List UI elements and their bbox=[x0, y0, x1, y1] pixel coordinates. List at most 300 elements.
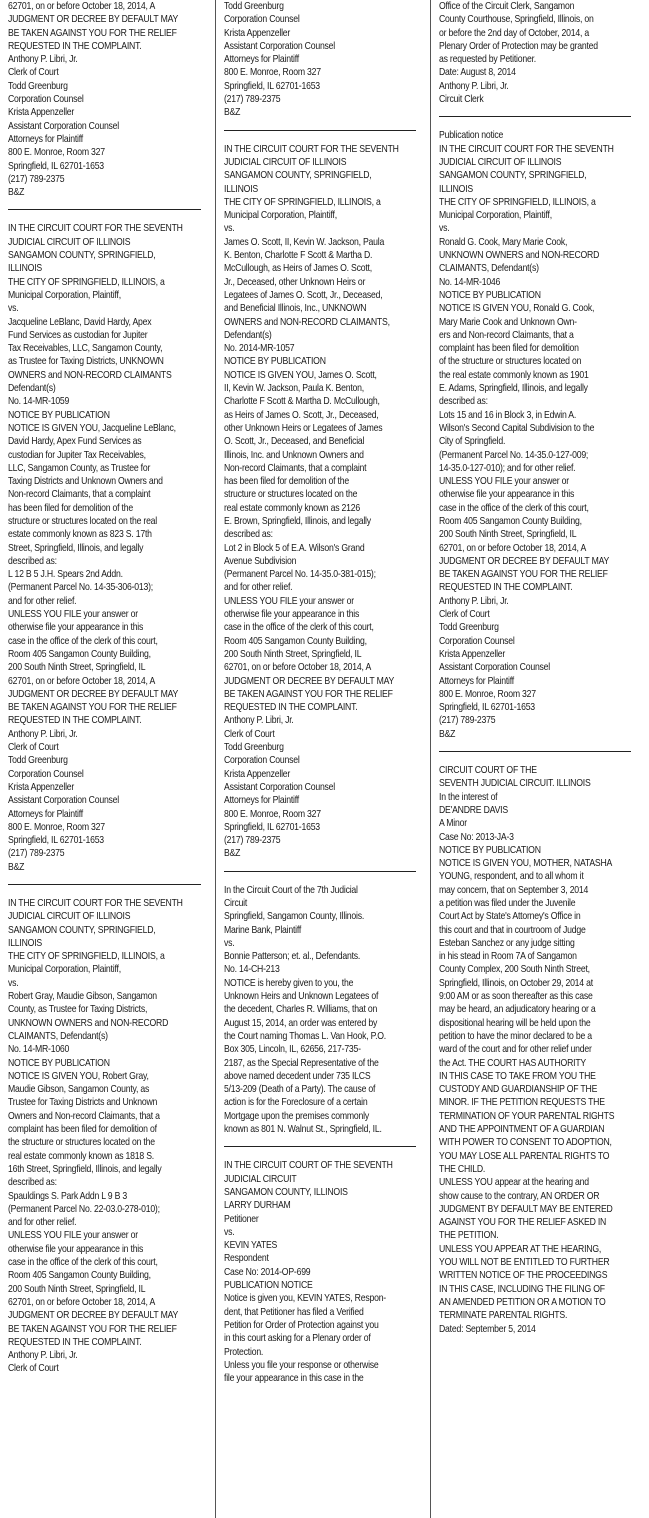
notice-line: complaint has been filed for demolition of bbox=[8, 1124, 157, 1136]
notice-line: Petitioner bbox=[224, 1213, 259, 1225]
notice-line: TERMINATION OF YOUR PARENTAL RIGHTS bbox=[439, 1110, 615, 1122]
notice-line: Corporation Counsel bbox=[8, 768, 84, 780]
notice-line: 800 E. Monroe, Room 327 bbox=[224, 808, 321, 820]
notice-line: IN THE CIRCUIT COURT FOR THE SEVENTH bbox=[8, 898, 183, 909]
notice-line: ILLINOIS bbox=[224, 183, 258, 195]
notice-line: Date: August 8, 2014 bbox=[439, 67, 516, 79]
notice-line: Robert Gray, Maudie Gibson, Sangamon bbox=[8, 991, 157, 1003]
notice-line: NOTICE IS GIVEN YOU, Robert Gray, bbox=[8, 1070, 149, 1082]
notice-line: AND THE APPOINTMENT OF A GUARDIAN bbox=[439, 1124, 605, 1136]
notice-line: James O. Scott, II, Kevin W. Jackson, Paula bbox=[224, 236, 385, 248]
notice-line: Notice is given you, KEVIN YATES, Respon- bbox=[224, 1293, 386, 1305]
notice-line: Bonnie Patterson; et. al., Defendants. bbox=[224, 951, 361, 963]
notice-line: Todd Greenburg bbox=[8, 755, 68, 767]
notice-line: Todd Greenburg bbox=[439, 622, 499, 634]
column-2 bbox=[215, 0, 430, 1518]
notice-line: ward of the court and for other relief under bbox=[439, 1044, 592, 1056]
notice-line: 14-35.0-127-010); and for other relief. bbox=[439, 462, 576, 474]
notice-line: Respondent bbox=[224, 1253, 269, 1265]
notice-line: County, as Trustee for Taxing Districts, bbox=[8, 1004, 148, 1016]
notice-line: JUDICIAL CIRCUIT OF ILLINOIS bbox=[224, 156, 347, 168]
notice-line: (Permanent Parcel No. 14-35.0-381-015); bbox=[224, 569, 376, 581]
notice-line: may be heard, an adjudicatory hearing or a bbox=[439, 1004, 596, 1016]
notice-line: Room 405 Sangamon County Building, bbox=[8, 648, 151, 660]
notice-line: 9:00 AM or as soon thereafter as this case bbox=[439, 991, 593, 1003]
notice-line: Room 405 Sangamon County Building, bbox=[8, 1270, 151, 1282]
notice-line: Corporation Counsel bbox=[224, 14, 300, 26]
notice-line: JUDICIAL CIRCUIT OF ILLINOIS bbox=[8, 236, 131, 248]
notice-line: dispositional hearing will be held upon the bbox=[439, 1017, 591, 1029]
notice-line: (Permanent Parcel No. 14-35.0-127-009; bbox=[439, 449, 589, 461]
notice-line: REQUESTED IN THE COMPLAINT. bbox=[8, 1336, 142, 1348]
notice-line: UNLESS YOU FILE your answer or bbox=[8, 1230, 138, 1242]
notice-line: OWNERS and NON-RECORD CLAIMANTS bbox=[8, 369, 172, 381]
notice-line: Ronald G. Cook, Mary Marie Cook, bbox=[439, 236, 568, 248]
notice-line: above named decedent under 735 ILCS bbox=[224, 1070, 371, 1082]
notice-line: otherwise file your appearance in this bbox=[439, 489, 575, 501]
notice-line: Unknown Heirs and Unknown Legatees of bbox=[224, 991, 379, 1003]
notice-line: as Trustee for Taxing Districts, UNKNOWN bbox=[8, 356, 164, 368]
notice-line: Lot 2 in Block 5 of E.A. Wilson's Grand bbox=[224, 542, 365, 554]
notice-line: Anthony P. Libri, Jr. bbox=[439, 80, 509, 92]
notice-line: Attorneys for Plaintiff bbox=[8, 133, 83, 145]
notice-line: LARRY DURHAM bbox=[224, 1200, 291, 1212]
notice-line: LLC, Sangamon County, as Trustee for bbox=[8, 462, 151, 474]
notice-line: B&Z bbox=[8, 861, 25, 873]
column-1 bbox=[0, 0, 215, 1518]
notice-line: 16th Street, Springfield, Illinois, and legally bbox=[8, 1163, 162, 1175]
notice-line: Court Act by State's Attorney's Office in bbox=[439, 911, 581, 923]
notice-line: vs. bbox=[224, 1226, 235, 1238]
notice-line: (217) 789-2375 bbox=[224, 94, 281, 106]
notice-line: the structure or structures located on the bbox=[8, 1137, 155, 1149]
notice-line: of the structure or structures located on bbox=[439, 356, 582, 368]
notice-line: UNLESS YOU FILE your answer or bbox=[8, 609, 138, 621]
notice-line: B&Z bbox=[439, 728, 456, 740]
notice-line: Dated: September 5, 2014 bbox=[439, 1323, 536, 1335]
notice-line: DE'ANDRE DAVIS bbox=[439, 804, 508, 816]
notice-line: the decedent, Charles R. Williams, that on bbox=[224, 1004, 378, 1016]
notice-line: the real estate commonly known as 1901 bbox=[439, 369, 589, 381]
notice-line: JUDGMENT OR DECREE BY DEFAULT MAY bbox=[224, 675, 395, 687]
notice-line: Maudie Gibson, Sangamon County, as bbox=[8, 1084, 150, 1096]
notice-separator bbox=[439, 751, 631, 752]
notice-line: E. Adams, Springfield, Illinois, and legally bbox=[439, 383, 588, 395]
notice-line: real estate commonly known as 2126 bbox=[224, 502, 361, 514]
notice-line: the Court naming Thomas L. Van Hook, P.O. bbox=[224, 1030, 387, 1042]
notice-line: KEVIN YATES bbox=[224, 1240, 278, 1252]
legal-notice bbox=[8, 222, 209, 874]
notice-line: 5/13-209 (Death of a Party). The cause of bbox=[224, 1084, 376, 1096]
notice-line: known as 801 N. Walnut St., Springfield, IL. bbox=[224, 1124, 382, 1136]
notice-line: A Minor bbox=[439, 818, 467, 830]
notice-line: complaint has been filed for demolition bbox=[439, 343, 579, 355]
notice-line: Case No: 2013-JA-3 bbox=[439, 831, 514, 843]
notice-line: Circuit bbox=[224, 898, 248, 909]
notice-line: B&Z bbox=[224, 107, 241, 119]
notice-line: Illinois, Inc. and Unknown Owners and bbox=[224, 449, 364, 461]
notice-line: YOU WILL NOT BE ENTITLED TO FURTHER bbox=[439, 1257, 610, 1269]
notice-line: structure or structures located on the bbox=[224, 489, 358, 501]
notice-line: case in the office of the clerk of this court, bbox=[8, 635, 158, 647]
notice-line: described as: bbox=[439, 396, 488, 408]
notice-line: file your appearance in this case in the bbox=[224, 1373, 364, 1385]
legal-notice bbox=[8, 0, 209, 199]
notice-line: Krista Appenzeller bbox=[224, 768, 291, 780]
notice-line: otherwise file your appearance in this bbox=[224, 609, 360, 621]
notice-line: Corporation Counsel bbox=[224, 755, 300, 767]
notice-line: In the interest of bbox=[439, 791, 498, 803]
legal-notice bbox=[8, 897, 209, 1376]
notice-line: Assistant Corporation Counsel bbox=[439, 662, 551, 674]
notice-line: YOUNG, respondent, and to all whom it bbox=[439, 871, 584, 883]
notice-line: SANGAMON COUNTY, ILLINOIS bbox=[224, 1186, 348, 1198]
notice-line: CLAIMANTS, Defendant(s) bbox=[8, 1030, 108, 1042]
notice-line: case in the office of the clerk of this court, bbox=[8, 1257, 158, 1269]
notice-line: Jr., Deceased, other Unknown Heirs or bbox=[224, 276, 366, 288]
notice-line: NOTICE IS GIVEN YOU, Ronald G. Cook, bbox=[439, 303, 595, 315]
notice-line: Protection. bbox=[224, 1346, 264, 1358]
notice-line: No. 2014-MR-1057 bbox=[224, 343, 295, 355]
notice-line: Spauldings S. Park Addn L 9 B 3 bbox=[8, 1190, 127, 1202]
notice-line: Todd Greenburg bbox=[224, 1, 284, 12]
notice-line: UNLESS YOU FILE your answer or bbox=[224, 595, 354, 607]
notice-line: Assistant Corporation Counsel bbox=[224, 40, 336, 52]
notice-line: Springfield, IL 62701-1653 bbox=[224, 80, 320, 92]
notice-line: Municipal Corporation, Plaintiff, bbox=[8, 964, 121, 976]
notice-line: Assistant Corporation Counsel bbox=[8, 120, 120, 132]
notice-line: JUDICIAL CIRCUIT bbox=[224, 1173, 297, 1185]
notice-separator bbox=[224, 130, 416, 131]
notice-line: Anthony P. Libri, Jr. bbox=[8, 728, 78, 740]
notice-line: NOTICE BY PUBLICATION bbox=[439, 289, 541, 301]
notice-line: REQUESTED IN THE COMPLAINT. bbox=[8, 715, 142, 727]
notice-line: vs. bbox=[8, 977, 19, 989]
notice-line: Case No: 2014-OP-699 bbox=[224, 1266, 311, 1278]
notice-line: in this court asking for a Plenary order of bbox=[224, 1333, 371, 1345]
notice-line: as requested by Petitioner. bbox=[439, 54, 536, 66]
notice-line: NOTICE IS GIVEN YOU, MOTHER, NATASHA bbox=[439, 858, 613, 870]
legal-notice bbox=[439, 764, 639, 1336]
notice-line: No. 14-MR-1060 bbox=[8, 1044, 70, 1056]
notice-line: case in the office of the clerk of this court, bbox=[439, 502, 589, 514]
notice-line: 800 E. Monroe, Room 327 bbox=[8, 147, 105, 159]
notice-line: Attorneys for Plaintiff bbox=[224, 795, 299, 807]
notice-line: JUDGMENT OR DECREE BY DEFAULT MAY bbox=[439, 555, 610, 567]
notice-line: Anthony P. Libri, Jr. bbox=[8, 1350, 78, 1362]
notice-line: IN THE CIRCUIT COURT OF THE SEVENTH bbox=[224, 1160, 393, 1172]
notice-line: Esteban Sanchez or any judge sitting bbox=[439, 937, 575, 949]
notice-line: IN THIS CASE TO TAKE FROM YOU THE bbox=[439, 1070, 596, 1082]
legal-notice bbox=[224, 1159, 424, 1385]
notice-line: Charlotte F Scott & Martha D. McCullough, bbox=[224, 396, 380, 408]
notice-line: Mary Marie Cook and Unknown Own- bbox=[439, 316, 577, 328]
legal-notice bbox=[439, 0, 639, 106]
column-3 bbox=[430, 0, 645, 1518]
notice-line: Attorneys for Plaintiff bbox=[224, 54, 299, 66]
notice-line: THE CITY OF SPRINGFIELD, ILLINOIS, a bbox=[8, 951, 165, 963]
notice-line: Publication notice bbox=[439, 130, 504, 142]
notice-line: MINOR. IF THE PETITION REQUESTS THE bbox=[439, 1097, 605, 1109]
notice-line: vs. bbox=[224, 223, 235, 235]
notice-line: Owners and Non-record Claimants, that a bbox=[8, 1110, 160, 1122]
notice-line: Springfield, Illinois, on October 29, 2014 at bbox=[439, 977, 593, 989]
notice-line: structure or structures located on the real bbox=[8, 515, 158, 527]
notice-line: 200 South Ninth Street, Springfield, IL bbox=[8, 1283, 146, 1295]
notice-line: NOTICE is hereby given to you, the bbox=[224, 977, 354, 989]
notice-line: Krista Appenzeller bbox=[224, 27, 291, 39]
notice-line: 62701, on or before October 18, 2014, A bbox=[8, 675, 156, 687]
notice-line: Municipal Corporation, Plaintiff, bbox=[439, 210, 552, 222]
notice-line: UNKNOWN OWNERS and NON-RECORD bbox=[8, 1017, 169, 1029]
notice-line: ILLINOIS bbox=[8, 263, 42, 275]
notice-line: Springfield, IL 62701-1653 bbox=[8, 835, 104, 847]
notice-line: In the Circuit Court of the 7th Judicial bbox=[224, 884, 358, 896]
notice-line: 62701, on or before October 18, 2014, A bbox=[8, 1296, 156, 1308]
notice-line: (Permanent Parcel No. 14-35-306-013); bbox=[8, 582, 154, 594]
notice-line: a petition was filed under the Juvenile bbox=[439, 898, 576, 909]
notice-line: show cause to the contrary, AN ORDER OR bbox=[439, 1190, 600, 1202]
notice-line: case in the office of the clerk of this court, bbox=[224, 622, 374, 634]
notice-line: UNKNOWN OWNERS and NON-RECORD bbox=[439, 250, 600, 262]
notice-line: IN THE CIRCUIT COURT FOR THE SEVENTH bbox=[8, 223, 183, 235]
notice-line: and Beneficial Illinois, Inc., UNKNOWN bbox=[224, 303, 367, 315]
notice-line: SANGAMON COUNTY, SPRINGFIELD, bbox=[439, 170, 587, 182]
notice-line: Unless you file your response or otherwise bbox=[224, 1359, 379, 1371]
notice-line: Jacqueline LeBlanc, David Hardy, Apex bbox=[8, 316, 152, 328]
notice-line: Trustee for Taxing Districts and Unknown bbox=[8, 1097, 158, 1109]
notice-separator bbox=[439, 116, 631, 117]
notice-line: Anthony P. Libri, Jr. bbox=[439, 595, 509, 607]
notice-line: Marine Bank, Plaintiff bbox=[224, 924, 302, 936]
notice-line: CIRCUIT COURT OF THE bbox=[439, 765, 537, 777]
notice-line: August 15, 2014, an order was entered by bbox=[224, 1017, 378, 1029]
notice-line: (217) 789-2375 bbox=[224, 835, 281, 847]
notice-line: JUDGMENT BY DEFAULT MAY BE ENTERED bbox=[439, 1203, 613, 1215]
notice-line: JUDICIAL CIRCUIT OF ILLINOIS bbox=[8, 911, 131, 923]
notice-line: Municipal Corporation, Plaintiff, bbox=[224, 210, 337, 222]
notice-line: AGAINST YOU FOR THE RELIEF ASKED IN bbox=[439, 1217, 607, 1229]
notice-line: CUSTODY AND GUARDIANSHIP OF THE bbox=[439, 1084, 598, 1096]
notice-line: No. 14-MR-1059 bbox=[8, 396, 70, 408]
notice-line: (Permanent Parcel No. 22-03.0-278-010); bbox=[8, 1203, 160, 1215]
notice-line: Circuit Clerk bbox=[439, 94, 484, 106]
legal-notice bbox=[224, 0, 424, 120]
notice-line: Attorneys for Plaintiff bbox=[439, 675, 514, 687]
notice-line: Municipal Corporation, Plaintiff, bbox=[8, 289, 121, 301]
notice-line: dent, that Petitioner has filed a Verified bbox=[224, 1306, 364, 1318]
notice-line: IN THE CIRCUIT COURT FOR THE SEVENTH bbox=[224, 143, 399, 155]
notice-line: WITH POWER TO CONSENT TO ADOPTION, bbox=[439, 1137, 612, 1149]
notice-line: the Act. THE COURT HAS AUTHORITY bbox=[439, 1057, 587, 1069]
notice-line: 800 E. Monroe, Room 327 bbox=[224, 67, 321, 79]
notice-line: THE CITY OF SPRINGFIELD, ILLINOIS, a bbox=[224, 196, 381, 208]
notice-line: Wilson's Second Capital Subdivision to the bbox=[439, 422, 595, 434]
notice-line: SANGAMON COUNTY, SPRINGFIELD, bbox=[8, 250, 156, 262]
notice-line: 200 South Ninth Street, Springfield, IL bbox=[224, 648, 362, 660]
notice-line: Attorneys for Plaintiff bbox=[8, 808, 83, 820]
notice-line: 2187, as the Special Representative of the bbox=[224, 1057, 379, 1069]
notice-line: Non-record Claimants, that a complaint bbox=[224, 462, 367, 474]
notice-line: Corporation Counsel bbox=[439, 635, 515, 647]
notice-line: Street, Springfield, Illinois, and legally bbox=[8, 542, 144, 554]
notice-line: IN THIS CASE, INCLUDING THE FILING OF bbox=[439, 1283, 605, 1295]
notice-line: 800 E. Monroe, Room 327 bbox=[8, 821, 105, 833]
notice-line: PUBLICATION NOTICE bbox=[224, 1280, 313, 1292]
notice-line: described as: bbox=[224, 529, 273, 541]
notice-line: Assistant Corporation Counsel bbox=[224, 781, 336, 793]
notice-line: Assistant Corporation Counsel bbox=[8, 795, 120, 807]
notice-line: IN THE CIRCUIT COURT FOR THE SEVENTH bbox=[439, 143, 614, 155]
notice-separator bbox=[8, 884, 201, 885]
notice-line: WRITTEN NOTICE OF THE PROCEEDINGS bbox=[439, 1270, 608, 1282]
notice-line: THE CHILD. bbox=[439, 1163, 486, 1175]
notice-line: vs. bbox=[224, 937, 235, 949]
notice-line: David Hardy, Apex Fund Services as bbox=[8, 436, 142, 448]
notice-line: UNLESS YOU APPEAR AT THE HEARING, bbox=[439, 1243, 602, 1255]
notice-line: City of Springfield. bbox=[439, 436, 506, 448]
notice-line: (217) 789-2375 bbox=[8, 173, 65, 185]
notice-line: TERMINATE PARENTAL RIGHTS. bbox=[439, 1310, 568, 1322]
notice-line: or before the 2nd day of October, 2014, a bbox=[439, 27, 589, 39]
notice-line: No. 14-MR-1046 bbox=[439, 276, 501, 288]
notice-line: Defendant(s) bbox=[8, 383, 56, 395]
notice-line: O. Scott, Jr., Deceased, and Beneficial bbox=[224, 436, 365, 448]
notice-line: Petition for Order of Protection against you bbox=[224, 1319, 379, 1331]
notice-line: NOTICE IS GIVEN YOU, James O. Scott, bbox=[224, 369, 377, 381]
notice-line: Room 405 Sangamon County Building, bbox=[439, 515, 582, 527]
notice-line: and for other relief. bbox=[8, 1217, 77, 1229]
notice-line: Non-record Claimants, that a complaint bbox=[8, 489, 151, 501]
notice-line: SANGAMON COUNTY, SPRINGFIELD, bbox=[8, 924, 156, 936]
notice-line: REQUESTED IN THE COMPLAINT. bbox=[224, 702, 358, 714]
notice-line: McCullough, as Heirs of James O. Scott, bbox=[224, 263, 372, 275]
notice-line: E. Brown, Springfield, Illinois, and legally bbox=[224, 515, 371, 527]
notice-line: THE CITY OF SPRINGFIELD, ILLINOIS, a bbox=[8, 276, 165, 288]
notice-line: 62701, on or before October 18, 2014, A bbox=[439, 542, 587, 554]
notice-line: NOTICE BY PUBLICATION bbox=[224, 356, 326, 368]
notice-line: Anthony P. Libri, Jr. bbox=[224, 715, 294, 727]
notice-line: YOU MAY LOSE ALL PARENTAL RIGHTS TO bbox=[439, 1150, 610, 1162]
notice-line: Defendant(s) bbox=[224, 329, 272, 341]
notice-line: II, Kevin W. Jackson, Paula K. Benton, bbox=[224, 383, 364, 395]
notice-line: described as: bbox=[8, 555, 57, 567]
notice-line: SEVENTH JUDICIAL CIRCUIT. ILLINOIS bbox=[439, 778, 591, 790]
notice-line: otherwise file your appearance in this bbox=[8, 1243, 144, 1255]
notice-line: Mortgage upon the premises commonly bbox=[224, 1110, 369, 1122]
notice-line: BE TAKEN AGAINST YOU FOR THE RELIEF bbox=[8, 702, 177, 714]
notice-line: ILLINOIS bbox=[439, 183, 473, 195]
notice-line: Clerk of Court bbox=[224, 728, 275, 740]
notice-line: has been filed for demolition of the bbox=[8, 502, 133, 514]
notice-line: UNLESS YOU FILE your answer or bbox=[439, 476, 569, 488]
notice-line: JUDGMENT OR DECREE BY DEFAULT MAY bbox=[8, 14, 179, 26]
notice-line: County Complex, 200 South Ninth Street, bbox=[439, 964, 590, 976]
notice-line: Plenary Order of Protection may be granted bbox=[439, 40, 598, 52]
notice-line: and for other relief. bbox=[224, 582, 293, 594]
notice-line: action is for the Foreclosure of a certain bbox=[224, 1097, 368, 1109]
notice-line: BE TAKEN AGAINST YOU FOR THE RELIEF bbox=[439, 569, 608, 581]
notice-line: in his stead in Room 7A of Sangamon bbox=[439, 951, 577, 963]
notice-line: Clerk of Court bbox=[8, 67, 59, 79]
notice-separator bbox=[224, 1146, 416, 1147]
notice-line: THE CITY OF SPRINGFIELD, ILLINOIS, a bbox=[439, 196, 596, 208]
notice-line: CLAIMANTS, Defendant(s) bbox=[439, 263, 539, 275]
notice-line: THE PETITION. bbox=[439, 1230, 499, 1242]
notice-line: Springfield, Sangamon County, Illinois. bbox=[224, 911, 365, 923]
notice-line: and for other relief. bbox=[8, 595, 77, 607]
notice-line: REQUESTED IN THE COMPLAINT. bbox=[8, 40, 142, 52]
notice-line: 62701, on or before October 18, 2014, A bbox=[8, 1, 156, 12]
notice-line: other Unknown Heirs or Legatees of James bbox=[224, 422, 383, 434]
notice-line: County Courthouse, Springfield, Illinois, on bbox=[439, 14, 594, 26]
notice-line: may concern, that on September 3, 2014 bbox=[439, 884, 589, 896]
notice-line: NOTICE BY PUBLICATION bbox=[439, 844, 541, 856]
notice-line: BE TAKEN AGAINST YOU FOR THE RELIEF bbox=[224, 688, 393, 700]
notice-line: custodian for Jupiter Tax Receivables, bbox=[8, 449, 146, 461]
notice-line: OWNERS and NON-RECORD CLAIMANTS, bbox=[224, 316, 390, 328]
notice-line: Clerk of Court bbox=[8, 742, 59, 754]
notice-line: BE TAKEN AGAINST YOU FOR THE RELIEF bbox=[8, 1323, 177, 1335]
notice-line: Corporation Counsel bbox=[8, 94, 84, 106]
notice-line: JUDGMENT OR DECREE BY DEFAULT MAY bbox=[8, 1310, 179, 1322]
notice-line: Springfield, IL 62701-1653 bbox=[439, 702, 535, 714]
notice-line: NOTICE BY PUBLICATION bbox=[8, 409, 110, 421]
notice-line: Tax Receivables, LLC, Sangamon County, bbox=[8, 343, 163, 355]
notice-line: (217) 789-2375 bbox=[439, 715, 496, 727]
notice-line: Anthony P. Libri, Jr. bbox=[8, 54, 78, 66]
notice-line: real estate commonly known as 1818 S. bbox=[8, 1150, 154, 1162]
notice-line: Todd Greenburg bbox=[224, 742, 284, 754]
legal-notice bbox=[224, 143, 424, 861]
notice-line: No. 14-CH-213 bbox=[224, 964, 280, 976]
notice-line: described as: bbox=[8, 1177, 57, 1189]
notice-line: petition to have the minor declared to be a bbox=[439, 1030, 592, 1042]
notice-line: 800 E. Monroe, Room 327 bbox=[439, 688, 536, 700]
notice-line: ILLINOIS bbox=[8, 937, 42, 949]
notice-line: Todd Greenburg bbox=[8, 80, 68, 92]
notice-line: vs. bbox=[439, 223, 450, 235]
notice-line: this court and that in courtroom of Judge bbox=[439, 924, 586, 936]
notice-line: AN AMENDED PETITION OR A MOTION TO bbox=[439, 1296, 606, 1308]
notice-line: BE TAKEN AGAINST YOU FOR THE RELIEF bbox=[8, 27, 177, 39]
notice-line: Springfield, IL 62701-1653 bbox=[8, 160, 104, 172]
notice-line: B&Z bbox=[8, 187, 25, 199]
notice-line: Box 305, Lincoln, IL, 62656, 217-735- bbox=[224, 1044, 361, 1056]
notice-line: K. Benton, Charlotte F Scott & Martha D. bbox=[224, 250, 373, 262]
legal-notice bbox=[224, 884, 424, 1137]
notice-line: Clerk of Court bbox=[8, 1363, 59, 1375]
notice-line: 200 South Ninth Street, Springfield, IL bbox=[439, 529, 577, 541]
notice-line: B&Z bbox=[224, 848, 241, 860]
notice-line: L 12 B 5 J.H. Spears 2nd Addn. bbox=[8, 569, 123, 581]
notice-line: Legatees of James O. Scott, Jr., Deceased, bbox=[224, 289, 383, 301]
notice-line: Office of the Circuit Clerk, Sangamon bbox=[439, 1, 575, 12]
notice-line: Clerk of Court bbox=[439, 609, 490, 621]
notice-line: NOTICE IS GIVEN YOU, Jacqueline LeBlanc, bbox=[8, 422, 176, 434]
notice-line: Lots 15 and 16 in Block 3, in Edwin A. bbox=[439, 409, 577, 421]
notice-line: Krista Appenzeller bbox=[8, 107, 75, 119]
notice-separator bbox=[8, 209, 201, 210]
notice-line: 62701, on or before October 18, 2014, A bbox=[224, 662, 372, 674]
notice-line: Krista Appenzeller bbox=[8, 781, 75, 793]
notice-line: Springfield, IL 62701-1653 bbox=[224, 821, 320, 833]
legal-notice bbox=[439, 129, 639, 741]
notice-line: Room 405 Sangamon County Building, bbox=[224, 635, 367, 647]
notice-line: estate commonly known as 823 S. 17th bbox=[8, 529, 152, 541]
notice-line: SANGAMON COUNTY, SPRINGFIELD, bbox=[224, 170, 372, 182]
notice-line: 200 South Ninth Street, Springfield, IL bbox=[8, 662, 146, 674]
